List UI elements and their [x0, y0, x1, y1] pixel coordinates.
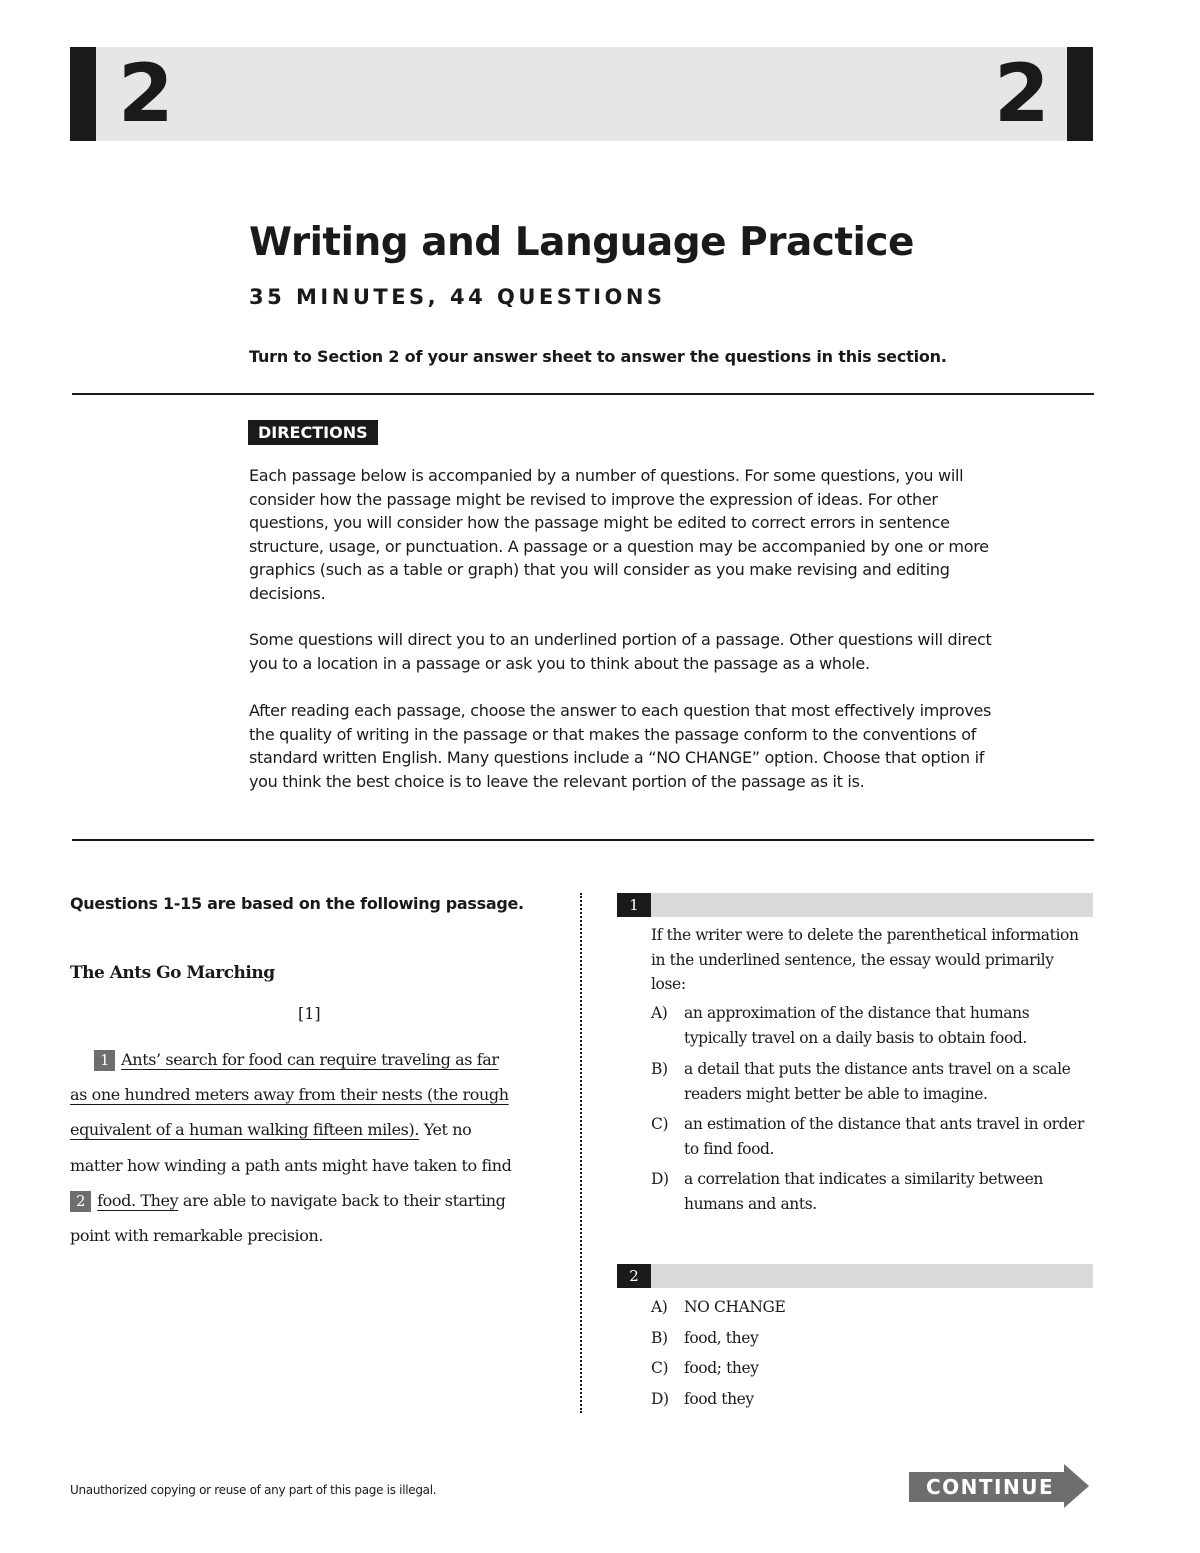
passage-line-5 [70, 1190, 506, 1212]
directions-paragraph-2: Some questions will direct you to an underlined portion of a passage. Other questions will direct you to a location in a passage or ask you to think about the passage as a whole. [249, 630, 992, 673]
arrow-right-icon [1064, 1464, 1089, 1508]
question-1-option-d[interactable] [651, 1167, 1091, 1216]
option-text: an approximation of the distance that humans typically travel on a daily basis to obtain food. [684, 1004, 1030, 1047]
passage-line-6: point with remarkable precision. [70, 1226, 324, 1245]
option-text: an estimation of the distance that ants travel in order to find food. [684, 1115, 1084, 1158]
option-letter: D) [651, 1390, 669, 1408]
paragraph-number: [1] [298, 1004, 321, 1023]
question-2-option-c[interactable] [651, 1356, 1091, 1381]
option-letter: D) [651, 1170, 669, 1188]
question-2-header-bar [617, 1264, 1093, 1288]
question-marker-2[interactable]: 2 [70, 1191, 91, 1212]
option-text: NO CHANGE [684, 1298, 786, 1316]
question-2-number: 2 [617, 1264, 651, 1288]
section-header-band [70, 47, 1093, 141]
underlined-portion-1b: as one hundred meters away from their nests (the rough [70, 1085, 509, 1104]
column-divider [580, 893, 582, 1413]
copyright-notice: Unauthorized copying or reuse of any part of this page is illegal. [70, 1483, 437, 1497]
option-letter: C) [651, 1359, 669, 1377]
answer-sheet-instruction: Turn to Section 2 of your answer sheet to answer the questions in this section. [249, 347, 947, 366]
page-title: Writing and Language Practice [249, 220, 914, 265]
underlined-portion-1c: equivalent of a human walking fifteen miles). [70, 1120, 420, 1139]
passage-line-2 [70, 1084, 509, 1106]
passage-line-4: matter how winding a path ants might have taken to find [70, 1156, 512, 1175]
question-1-option-a[interactable] [651, 1001, 1091, 1050]
underlined-portion-2: food. They [97, 1191, 179, 1210]
option-text: food, they [684, 1329, 759, 1347]
option-letter: A) [651, 1004, 668, 1022]
option-letter: C) [651, 1115, 669, 1133]
passage-title: The Ants Go Marching [70, 963, 275, 983]
question-2-option-b[interactable] [651, 1326, 1091, 1351]
passage-intro: Questions 1-15 are based on the following passage. [70, 894, 524, 913]
question-1-option-c[interactable] [651, 1112, 1091, 1161]
divider-rule-top [72, 393, 1094, 395]
question-1-number: 1 [617, 893, 651, 917]
option-text: a detail that puts the distance ants travel on a scale readers might better be able to imagine. [684, 1060, 1071, 1103]
continue-label: CONTINUE [926, 1475, 1055, 1499]
section-number-left: 2 [118, 47, 174, 140]
section-header-left-bar [70, 47, 96, 141]
passage-text-5: are able to navigate back to their starting [178, 1191, 506, 1210]
directions-paragraph-1: Each passage below is accompanied by a number of questions. For some questions, you will consider how the passage might be revised to improve the expression of ideas. For other questions, you will consider how the passage might be edited to correct errors in sentence structure, usage, or punctuation. A passage or a question may be accompanied by one or more graphics (such as a table or graph) that you will consider as you make revising and editing decisions. [249, 466, 989, 603]
underlined-portion-1a: Ants’ search for food can require traveling as far [121, 1050, 499, 1069]
question-marker-1[interactable]: 1 [94, 1050, 115, 1071]
directions-label: DIRECTIONS [248, 420, 378, 445]
question-1-option-b[interactable] [651, 1057, 1091, 1106]
passage-line-1 [94, 1049, 499, 1071]
page-subtitle: 35 MINUTES, 44 QUESTIONS [249, 285, 666, 309]
option-letter: A) [651, 1298, 668, 1316]
option-text: food they [684, 1390, 754, 1408]
section-header-right-bar [1067, 47, 1093, 141]
option-text: food; they [684, 1359, 759, 1377]
directions-paragraph-3: After reading each passage, choose the answer to each question that most effectively improves the quality of writing in the passage or that makes the passage conform to the conventions of standard written English. Many questions include a “NO CHANGE” option. Choose that option if you think the best choice is to leave the relevant portion of the passage as it is. [249, 701, 992, 791]
option-letter: B) [651, 1060, 668, 1078]
continue-button[interactable] [909, 1464, 1089, 1508]
question-1-stem: If the writer were to delete the parenthetical information in the underlined sentence, the essay would primarily lose: [651, 926, 1079, 993]
option-letter: B) [651, 1329, 668, 1347]
passage-text-3: Yet no [419, 1120, 472, 1139]
question-1-header-bar [617, 893, 1093, 917]
section-number-right: 2 [994, 47, 1050, 140]
passage-line-3 [70, 1119, 471, 1141]
question-2-option-a[interactable] [651, 1295, 1091, 1320]
divider-rule-bottom [72, 839, 1094, 841]
question-2-option-d[interactable] [651, 1387, 1091, 1412]
option-text: a correlation that indicates a similarity between humans and ants. [684, 1170, 1043, 1213]
